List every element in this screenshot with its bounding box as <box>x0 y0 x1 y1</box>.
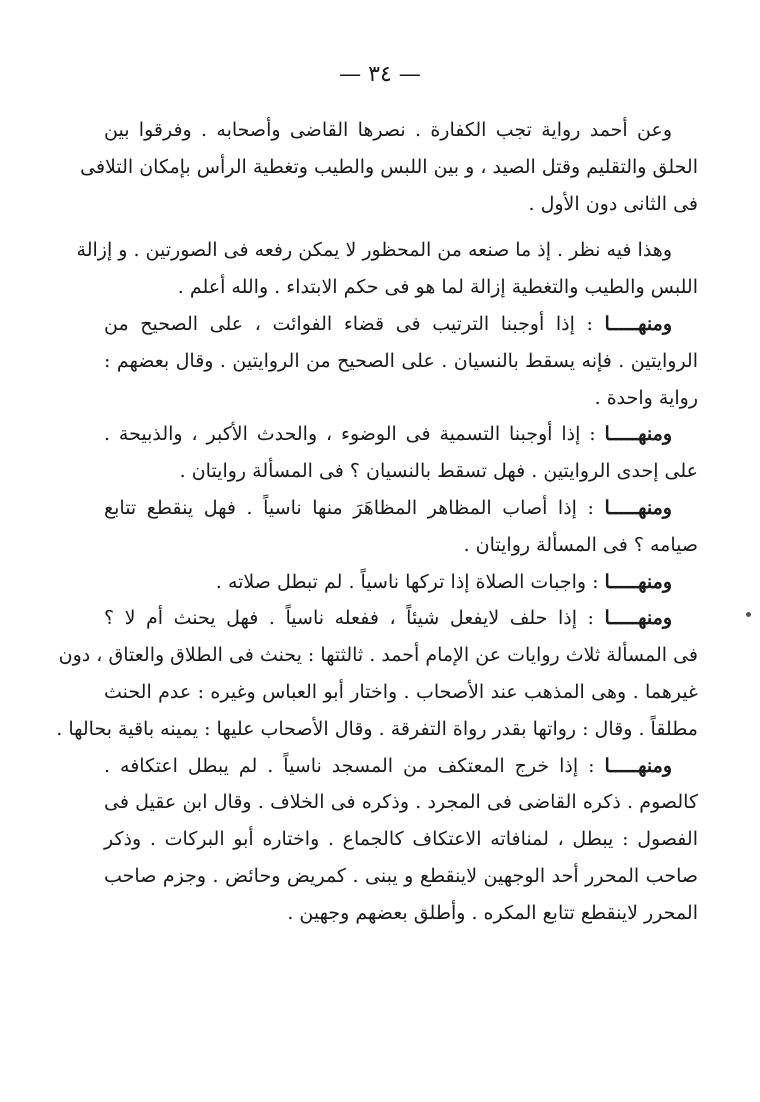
text-line: فى المسألة ثلاث روايات عن الإمام أحمد . ثالثتها : يحنث فى الطلاق والعتاق ، دون <box>58 644 698 667</box>
section-keyword: ومنهـــــا <box>604 312 673 335</box>
text-line: وهذا فيه نظر . إذ ما صنعه من المحظور لا يمكن رفعه فى الصورتين . و إزالة <box>76 239 672 262</box>
text-line: صيامه ؟ فى المسألة روايتان . <box>463 533 698 556</box>
section-keyword: ومنهـــــا <box>604 496 672 519</box>
text-line <box>104 600 698 637</box>
section-keyword: ومنهـــــا <box>604 754 672 777</box>
text-line: وعن أحمد رواية تجب الكفارة . نصرها القاضى وأصحابه . وفرقوا بين <box>104 119 672 141</box>
text-line: الروايتين . فإنه يسقط بالنسيان . على الصحيح من الروايتين . وقال بعضهم : <box>104 349 698 372</box>
line-text: : إذا أصاب المظاهر المظاهَرَ منها ناسياً . فهل ينقطع تتابع <box>104 496 594 519</box>
text-line: مطلقاً . وقال : رواتها بقدر رواة التفرقة . وقال الأصحاب عليها : يمينه باقية بحالها . <box>56 717 698 740</box>
line-text: : إذا حلف لايفعل شيئاً ، ففعله ناسياً . فهل يحنث أم لا ؟ <box>104 607 594 630</box>
text-line <box>104 490 698 527</box>
section-keyword: ومنهـــــا <box>604 570 672 593</box>
text-line: المحرر لاينقطع تتابع المكره . وأطلق بعضهم وجهين . <box>287 901 698 924</box>
margin-dot <box>746 612 751 617</box>
section-keyword: ومنهـــــا <box>604 423 673 446</box>
page-body <box>56 112 698 932</box>
line-text: : إذا أوجبنا الترتيب فى قضاء الفوائت ، على الصحيح من <box>104 312 593 335</box>
text-line <box>104 306 698 343</box>
text-line: على إحدى الروايتين . فهل تسقط بالنسيان ؟ فى المسألة روايتان . <box>179 460 698 483</box>
line-text: : إذا خرج المعتكف من المسجد ناسياً . لم يبطل اعتكافه . <box>104 754 595 777</box>
text-line: رواية واحدة . <box>594 386 698 409</box>
text-line: صاحب المحرر أحد الوجهين لاينقطع و يبنى . كمريض وحائض . وجزم صاحب <box>104 864 698 887</box>
text-line: الفصول : يبطل ، لمنافاته الاعتكاف كالجماع . واختاره أبو البركات . وذكر <box>104 828 698 851</box>
text-line <box>104 416 698 453</box>
text-line <box>104 564 698 601</box>
text-line: اللبس والطيب والتغطية إزالة لما هو فى حكم الابتداء . والله أعلم . <box>177 276 698 299</box>
line-text: : إذا أوجبنا التسمية فى الوضوء ، والحدث الأكبر ، والذبيحة . <box>104 423 596 446</box>
section-keyword: ومنهـــــا <box>604 607 672 630</box>
page-number: — ٣٤ — <box>339 62 421 87</box>
text-line: كالصوم . ذكره القاضى فى المجرد . وذكره فى الخلاف . وقال ابن عقيل فى <box>104 791 698 814</box>
text-line: غيرهما . وهى المذهب عند الأصحاب . واختار أبو العباس وغيره : عدم الحنث <box>104 680 698 703</box>
text-line: الحلق والتقليم وقتل الصيد ، و بين اللبس والطيب وتغطية الرأس بإمكان التلافى <box>80 155 698 178</box>
line-text: : واجبات الصلاة إذا تركها ناسياً . لم تبطل صلاته . <box>215 570 599 593</box>
text-line <box>104 748 698 785</box>
text-line: فى الثانى دون الأول . <box>528 192 698 215</box>
